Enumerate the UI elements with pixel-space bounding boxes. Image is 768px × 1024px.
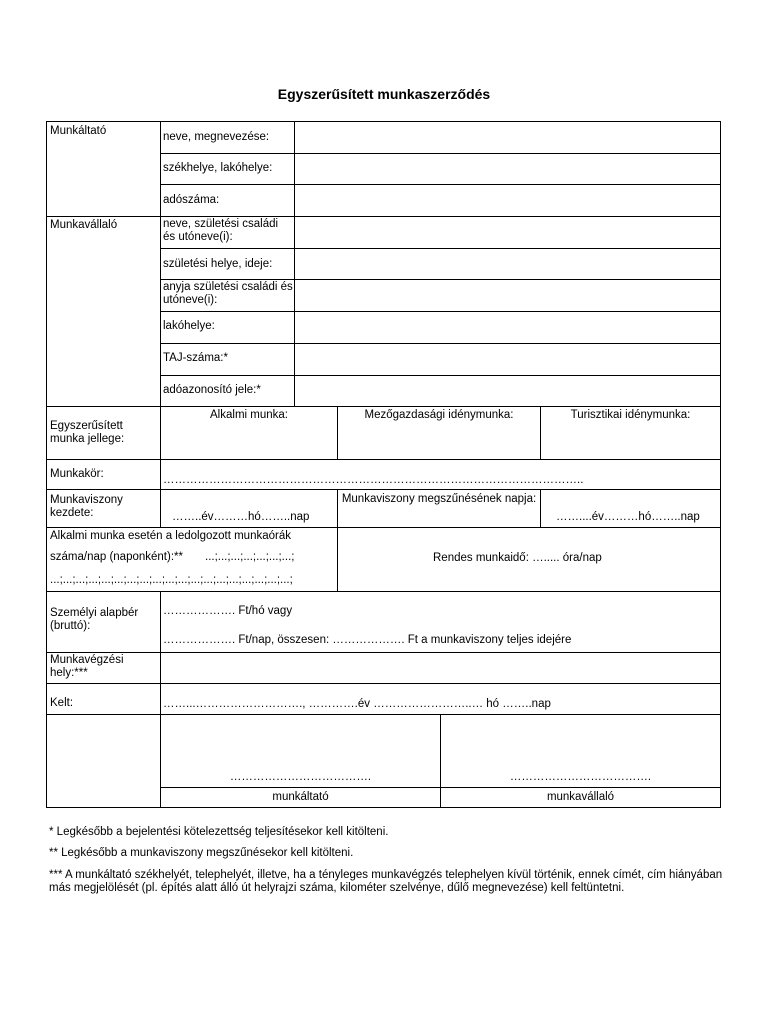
- employee-signature-field[interactable]: [440, 714, 721, 788]
- employer-tax-field[interactable]: [294, 184, 721, 217]
- employee-name-field[interactable]: [294, 216, 721, 249]
- employee-birth-label-cell: [160, 248, 295, 280]
- employer-signature-caption-cell: [160, 787, 441, 808]
- employer-tax-label-cell: [160, 184, 295, 217]
- hours-fill-line2: ...;...;...;...;...;...;...;: [205, 551, 295, 563]
- work-type-casual-cell[interactable]: [160, 406, 338, 460]
- employer-tax-label: adószáma:: [163, 194, 220, 206]
- employee-taj-label-cell: [160, 343, 295, 376]
- hours-label-line2: száma/nap (naponként):**: [50, 551, 183, 563]
- work-type-agricultural-cell[interactable]: [337, 406, 541, 460]
- start-label: Munkaviszony kezdete:: [50, 494, 123, 519]
- employee-taj-field[interactable]: [294, 343, 721, 376]
- employee-taxid-field[interactable]: [294, 375, 721, 407]
- employer-seat-field[interactable]: [294, 153, 721, 185]
- start-date-fill: ……..év………hó……..nap: [172, 511, 310, 523]
- employer-signature-dots: ……………………………….: [229, 771, 372, 783]
- employee-address-field[interactable]: [294, 311, 721, 344]
- employee-label: Munkavállaló: [50, 219, 118, 231]
- employer-seat-label: székhelye, lakóhelye:: [163, 162, 273, 174]
- work-type-label-cell: [46, 406, 161, 460]
- job-label-cell: [46, 459, 161, 490]
- employee-mother-label: anyja születési családi és utóneve(i):: [163, 281, 293, 306]
- employee-birth-label: születési helye, ideje:: [163, 258, 273, 270]
- footnote-3: *** A munkáltató székhelyét, telephelyét, illetve, ha a tényleges munkavégzés telephelyen kívül történik, ennek címét, cím hiányában más megjelölését (pl. építés alatt álló út helyrajzi száma, kilométer szelvénye, dűlő megnevezése) kell feltüntetni.: [49, 869, 723, 894]
- employee-signature-caption-cell: [440, 787, 721, 808]
- employee-name-label: neve, születési családi és utóneve(i):: [163, 218, 279, 243]
- employer-section-cell: [46, 121, 161, 217]
- employee-taj-label: TAJ-száma:*: [163, 352, 228, 364]
- employee-mother-label-cell: [160, 279, 295, 312]
- employee-signature-dots: ……………………………….: [509, 771, 652, 783]
- wage-line2: ………………. Ft/nap, összesen: ………………. Ft a munkaviszony teljes idejére: [163, 634, 572, 646]
- work-type-label: Egyszerűsített munka jellege:: [50, 420, 125, 445]
- wage-line1: ………………. Ft/hó vagy: [163, 605, 293, 617]
- hours-label-line1: Alkalmi munka esetén a ledolgozott munkaórák: [50, 530, 291, 542]
- footnote-2: ** Legkésőbb a munkaviszony megszűnésekor kell kitölteni.: [49, 847, 354, 859]
- job-field[interactable]: [160, 459, 721, 490]
- hours-field[interactable]: [46, 527, 338, 592]
- employer-name-field[interactable]: [294, 121, 721, 154]
- employee-birth-field[interactable]: [294, 248, 721, 280]
- wage-label: Személyi alapbér (bruttó):: [50, 607, 139, 632]
- workplace-label: Munkavégzési hely:***: [50, 654, 124, 679]
- work-type-tourism-label: Turisztikai idénymunka:: [570, 409, 691, 421]
- end-date-fill: ……....év………hó……..nap: [556, 511, 700, 523]
- employee-address-label: lakóhelye:: [163, 320, 215, 332]
- start-date-field[interactable]: [160, 489, 338, 528]
- end-label: Munkaviszony megszűnésének napja:: [341, 493, 537, 505]
- signature-blank-cell: [46, 714, 161, 808]
- end-date-field[interactable]: [540, 489, 721, 528]
- employer-name-label: neve, megnevezése:: [163, 131, 270, 143]
- employee-name-label-cell: [160, 216, 295, 249]
- wage-field[interactable]: [160, 591, 721, 653]
- employee-address-label-cell: [160, 311, 295, 344]
- dated-label: Kelt:: [50, 697, 74, 709]
- work-type-tourism-cell[interactable]: [540, 406, 721, 460]
- work-type-agricultural-label: Mezőgazdasági idénymunka:: [364, 409, 514, 421]
- employer-signature-caption: munkáltató: [272, 791, 329, 803]
- workplace-label-cell: [46, 652, 161, 684]
- start-label-cell: [46, 489, 161, 528]
- employer-name-label-cell: [160, 121, 295, 154]
- work-type-casual-label: Alkalmi munka:: [210, 409, 288, 421]
- employee-section-cell: [46, 216, 161, 407]
- employee-taxid-label-cell: [160, 375, 295, 407]
- job-label: Munkakör:: [50, 468, 104, 480]
- employer-signature-field[interactable]: [160, 714, 441, 788]
- employer-label: Munkáltató: [50, 125, 107, 137]
- workplace-field[interactable]: [160, 652, 721, 684]
- employee-taxid-label: adóazonosító jele:*: [163, 384, 261, 396]
- employee-mother-field[interactable]: [294, 279, 721, 312]
- dated-label-cell: [46, 683, 161, 715]
- regular-hours-field[interactable]: [337, 527, 721, 592]
- employer-seat-label-cell: [160, 153, 295, 185]
- dated-field[interactable]: [160, 683, 721, 715]
- page-title: Egyszerűsített munkaszerződés: [277, 86, 491, 102]
- footnote-1: * Legkésőbb a bejelentési kötelezettség teljesítésekor kell kitölteni.: [49, 826, 389, 838]
- regular-hours-text: Rendes munkaidő: …..... óra/nap: [433, 552, 602, 564]
- hours-fill-line3: ...;...;...;...;...;...;...;...;...;...;...;...;...;...;...;...;...;...;...;: [50, 574, 293, 586]
- employee-signature-caption: munkavállaló: [546, 791, 615, 803]
- dated-fill: ……...………………………., ………….év ……………………..… hó ……..nap: [163, 698, 551, 710]
- wage-label-cell: [46, 591, 161, 653]
- end-label-cell: [337, 489, 541, 528]
- job-dots: ………………………………………………………………………………………………..: [163, 474, 584, 486]
